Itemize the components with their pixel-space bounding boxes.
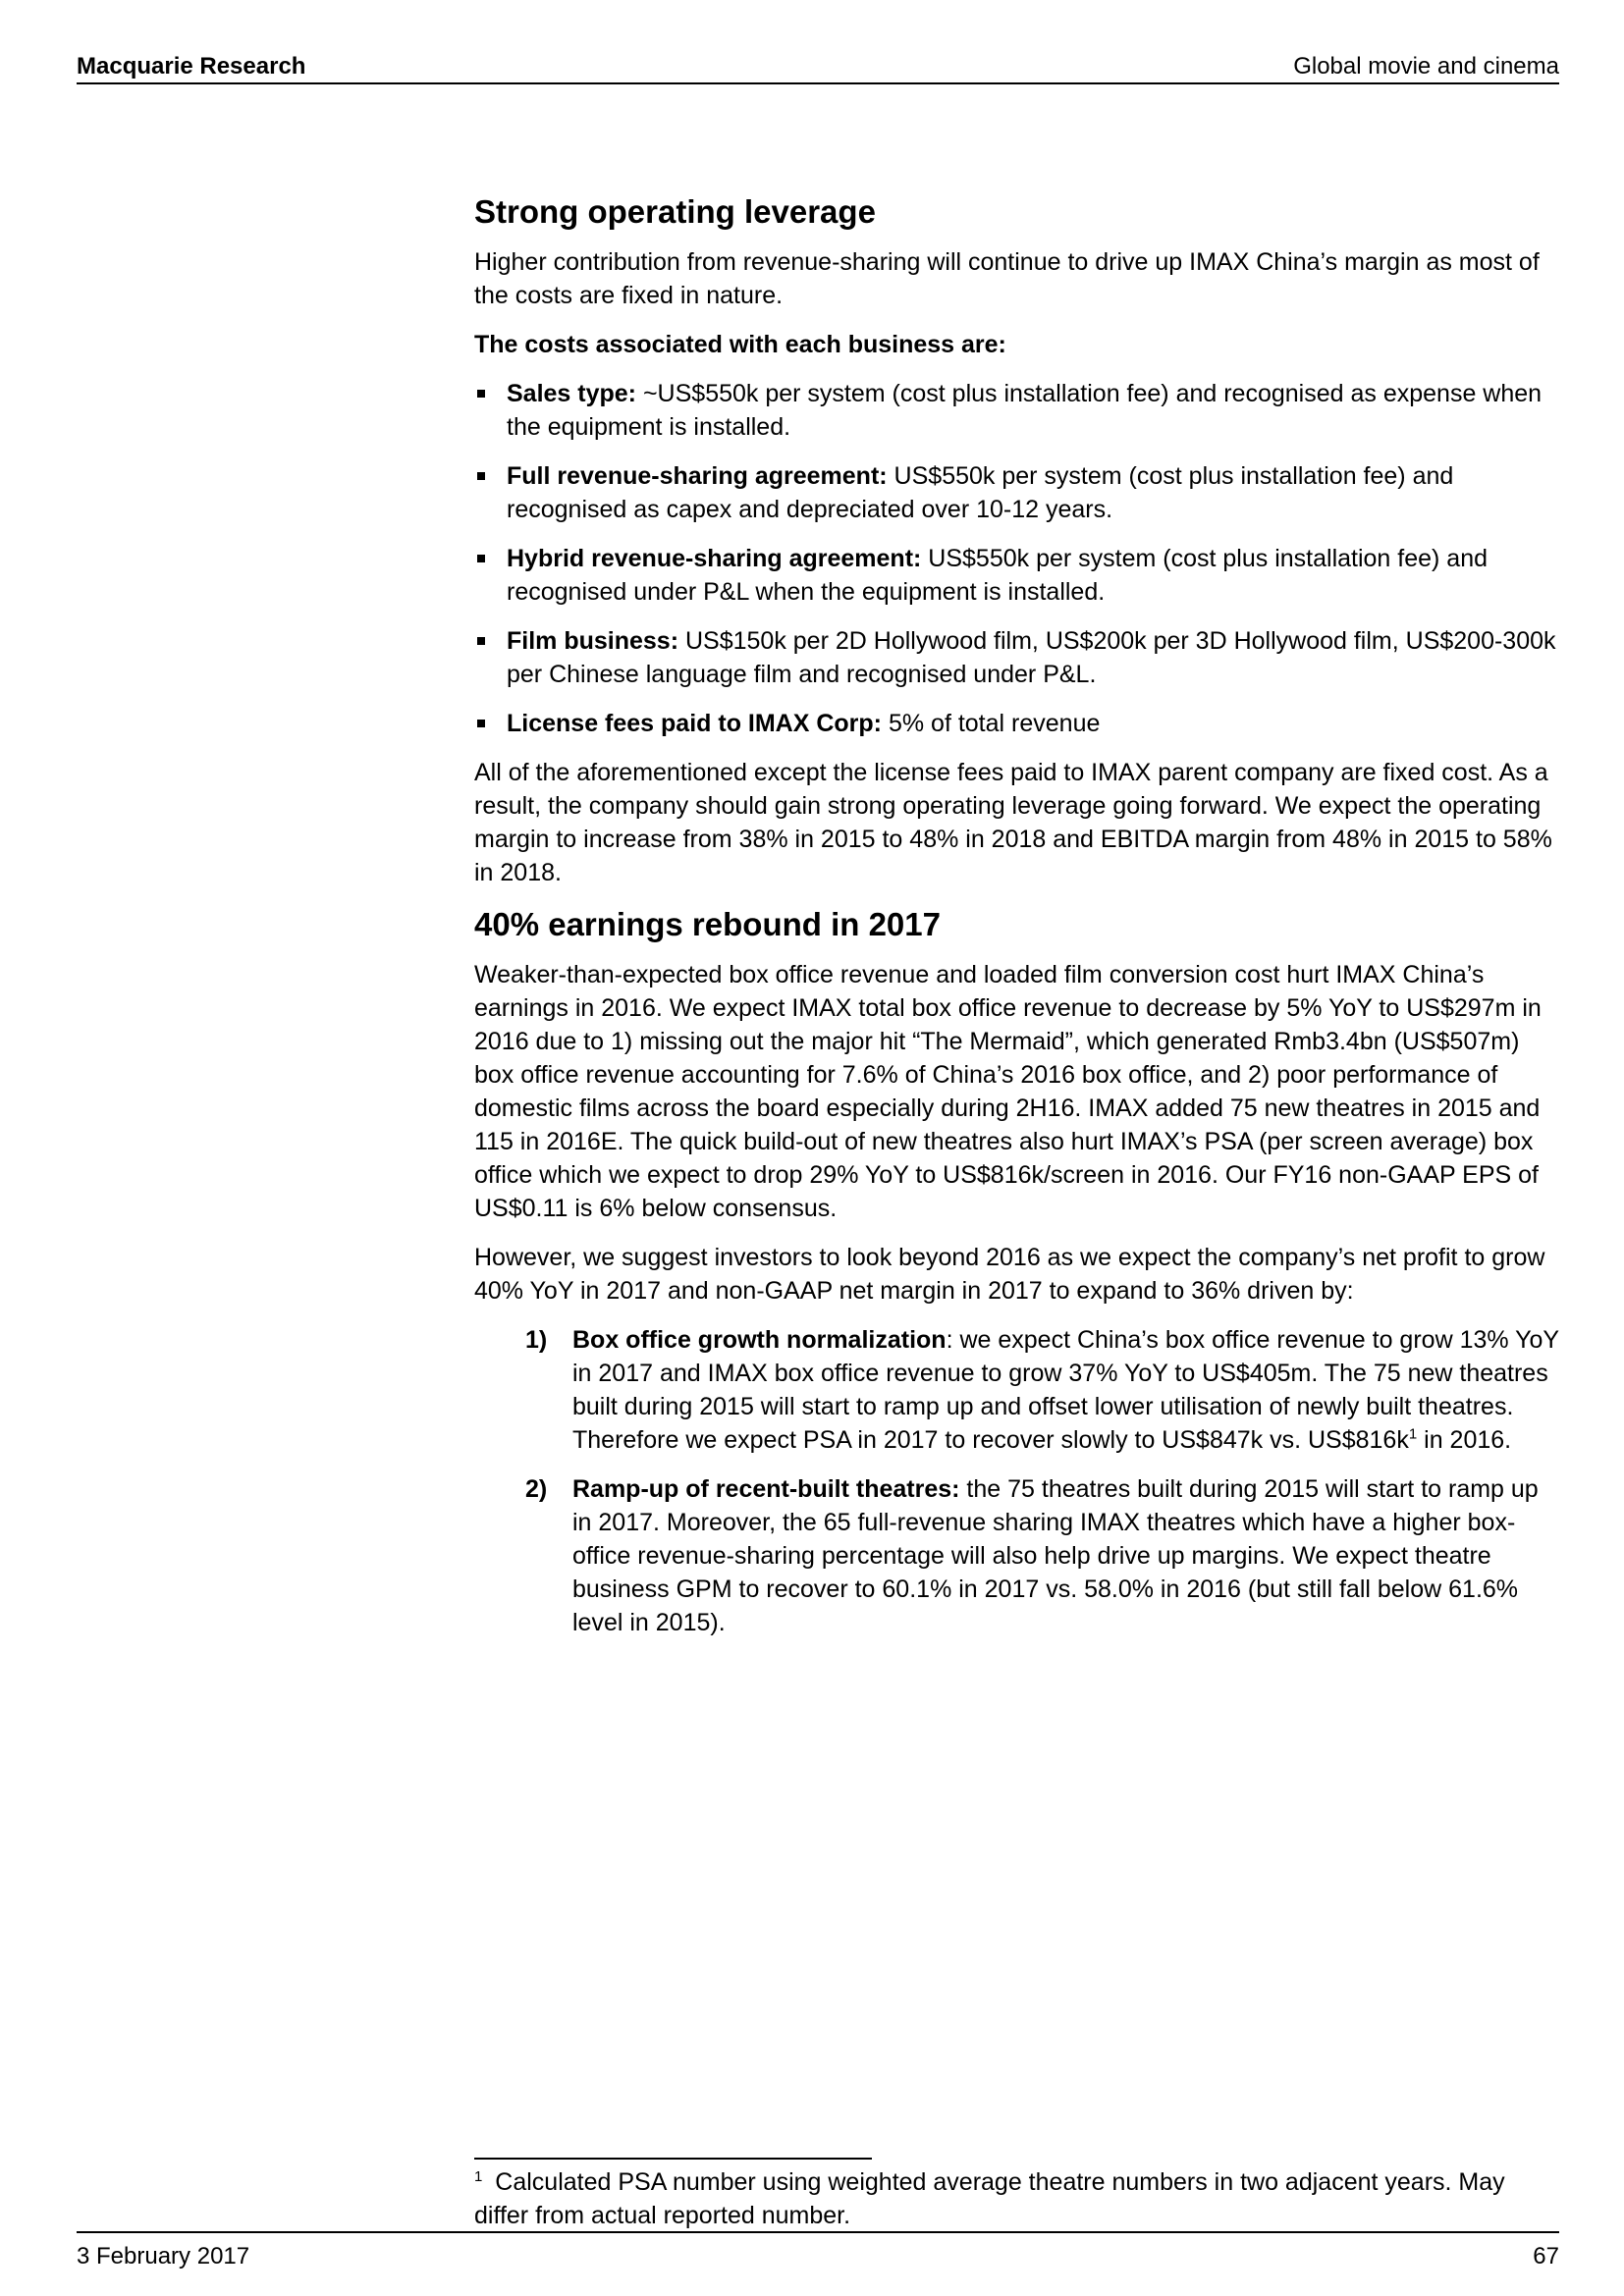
footnote-text: Calculated PSA number using weighted average theatre numbers in two adjacent years. May differ from actual reported number. — [474, 2168, 1505, 2229]
item-text: : we expect China’s box office revenue to grow 13% YoY in 2017 and IMAX box office revenue to grow 37% YoY to US$405m. The 75 new theatres built during 2015 will start to ramp up and offset lower utilisation of newly built theatres. Therefore we expect PSA in 2017 to recover slowly to US$847k vs. US$816k — [572, 1326, 1559, 1454]
driver-item-box-office — [525, 1323, 1564, 1457]
driver-item-ramp-up — [525, 1472, 1564, 1639]
footnote-reference: 1 — [1408, 1425, 1418, 1443]
bullet-text: US$550k per system (cost plus installation fee) and recognised as capex and depreciated over 10-12 years. — [507, 462, 1454, 523]
header-publisher: Macquarie Research — [77, 53, 306, 80]
item-text-end: in 2016. — [1417, 1426, 1512, 1454]
bullet-text: US$150k per 2D Hollywood film, US$200k per 3D Hollywood film, US$200-300k per Chinese language film and recognised under P&L. — [507, 627, 1556, 688]
square-bullet-icon — [477, 555, 485, 562]
bullet-item-sales-type — [474, 377, 1564, 444]
intro-paragraph: Higher contribution from revenue-sharing will continue to drive up IMAX China’s margin as most of the costs are fixed in nature. — [474, 248, 1540, 309]
bullet-label: Film business: — [507, 627, 679, 655]
bullet-text: US$550k per system (cost plus installation fee) and recognised under P&L when the equipment is installed. — [507, 545, 1489, 606]
bullet-label: Sales type: — [507, 380, 637, 407]
costs-heading: The costs associated with each business are: — [474, 331, 1006, 358]
earnings-paragraph-1: Weaker-than-expected box office revenue and loaded film conversion cost hurt IMAX China’s earnings in 2016. We expect IMAX total box office revenue to decrease by 5% YoY to US$297m in 2016 due to 1) missing out the major hit “The Mermaid”, which generated Rmb3.4bn (US$507m) box office revenue accounting for 7.6% of China’s 2016 box office, and 2) poor performance of domestic films across the board especially during 2H16. IMAX added 75 new theatres in 2015 and 115 in 2016E. The quick build-out of new theatres also hurt IMAX’s PSA (per screen average) box office which we expect to drop 29% YoY to US$816k/screen in 2016. Our FY16 non-GAAP EPS of US$0.11 is 6% below consensus. — [474, 961, 1542, 1222]
bullet-item-license-fees — [474, 707, 1564, 740]
square-bullet-icon — [477, 472, 485, 480]
bullet-text: ~US$550k per system (cost plus installation fee) and recognised as expense when the equipment is installed. — [507, 380, 1543, 441]
bullet-item-hybrid-revenue-sharing — [474, 542, 1564, 609]
page-header — [77, 49, 1559, 84]
item-label: Ramp-up of recent-built theatres: — [572, 1475, 960, 1503]
bullet-item-full-revenue-sharing — [474, 459, 1564, 526]
cost-bullet-list — [474, 377, 1564, 740]
item-text: the 75 theatres built during 2015 will start to ramp up in 2017. Moreover, the 65 full-revenue sharing IMAX theatres which have a higher box-office revenue-sharing percentage will also help drive up margins. We expect theatre business GPM to recover to 60.1% in 2017 vs. 58.0% in 2016 (but still fall below 61.6% level in 2015). — [572, 1475, 1539, 1636]
footnote-divider — [474, 2158, 872, 2160]
footnote-number: 1 — [474, 2167, 483, 2185]
section-title-operating-leverage: Strong operating leverage — [474, 193, 876, 230]
page-number: 67 — [1533, 2243, 1559, 2269]
bullet-item-film-business — [474, 624, 1564, 691]
bullet-label: Full revenue-sharing agreement: — [507, 462, 888, 490]
item-number: 1) — [525, 1326, 548, 1354]
square-bullet-icon — [477, 720, 485, 727]
bullet-text: 5% of total revenue — [882, 710, 1101, 737]
footer-date: 3 February 2017 — [77, 2243, 250, 2269]
earnings-paragraph-2: However, we suggest investors to look beyond 2016 as we expect the company’s net profit to grow 40% YoY in 2017 and non-GAAP net margin in 2017 to expand to 36% driven by: — [474, 1244, 1545, 1305]
main-content — [474, 192, 1564, 1655]
footnote — [474, 2165, 1564, 2232]
item-number: 2) — [525, 1475, 548, 1503]
item-label: Box office growth normalization — [572, 1326, 947, 1354]
closing-paragraph: All of the aforementioned except the license fees paid to IMAX parent company are fixed cost. As a result, the company should gain strong operating leverage going forward. We expect the operating margin to increase from 38% in 2015 to 48% in 2018 and EBITDA margin from 48% in 2015 to 58% in 2018. — [474, 759, 1552, 886]
bullet-label: License fees paid to IMAX Corp: — [507, 710, 883, 737]
bullet-label: Hybrid revenue-sharing agreement: — [507, 545, 922, 572]
square-bullet-icon — [477, 390, 485, 398]
drivers-numbered-list — [474, 1323, 1564, 1639]
square-bullet-icon — [477, 637, 485, 645]
page-footer — [77, 2231, 1559, 2272]
header-report-title: Global movie and cinema — [1293, 53, 1559, 80]
section-title-earnings-rebound: 40% earnings rebound in 2017 — [474, 906, 941, 942]
